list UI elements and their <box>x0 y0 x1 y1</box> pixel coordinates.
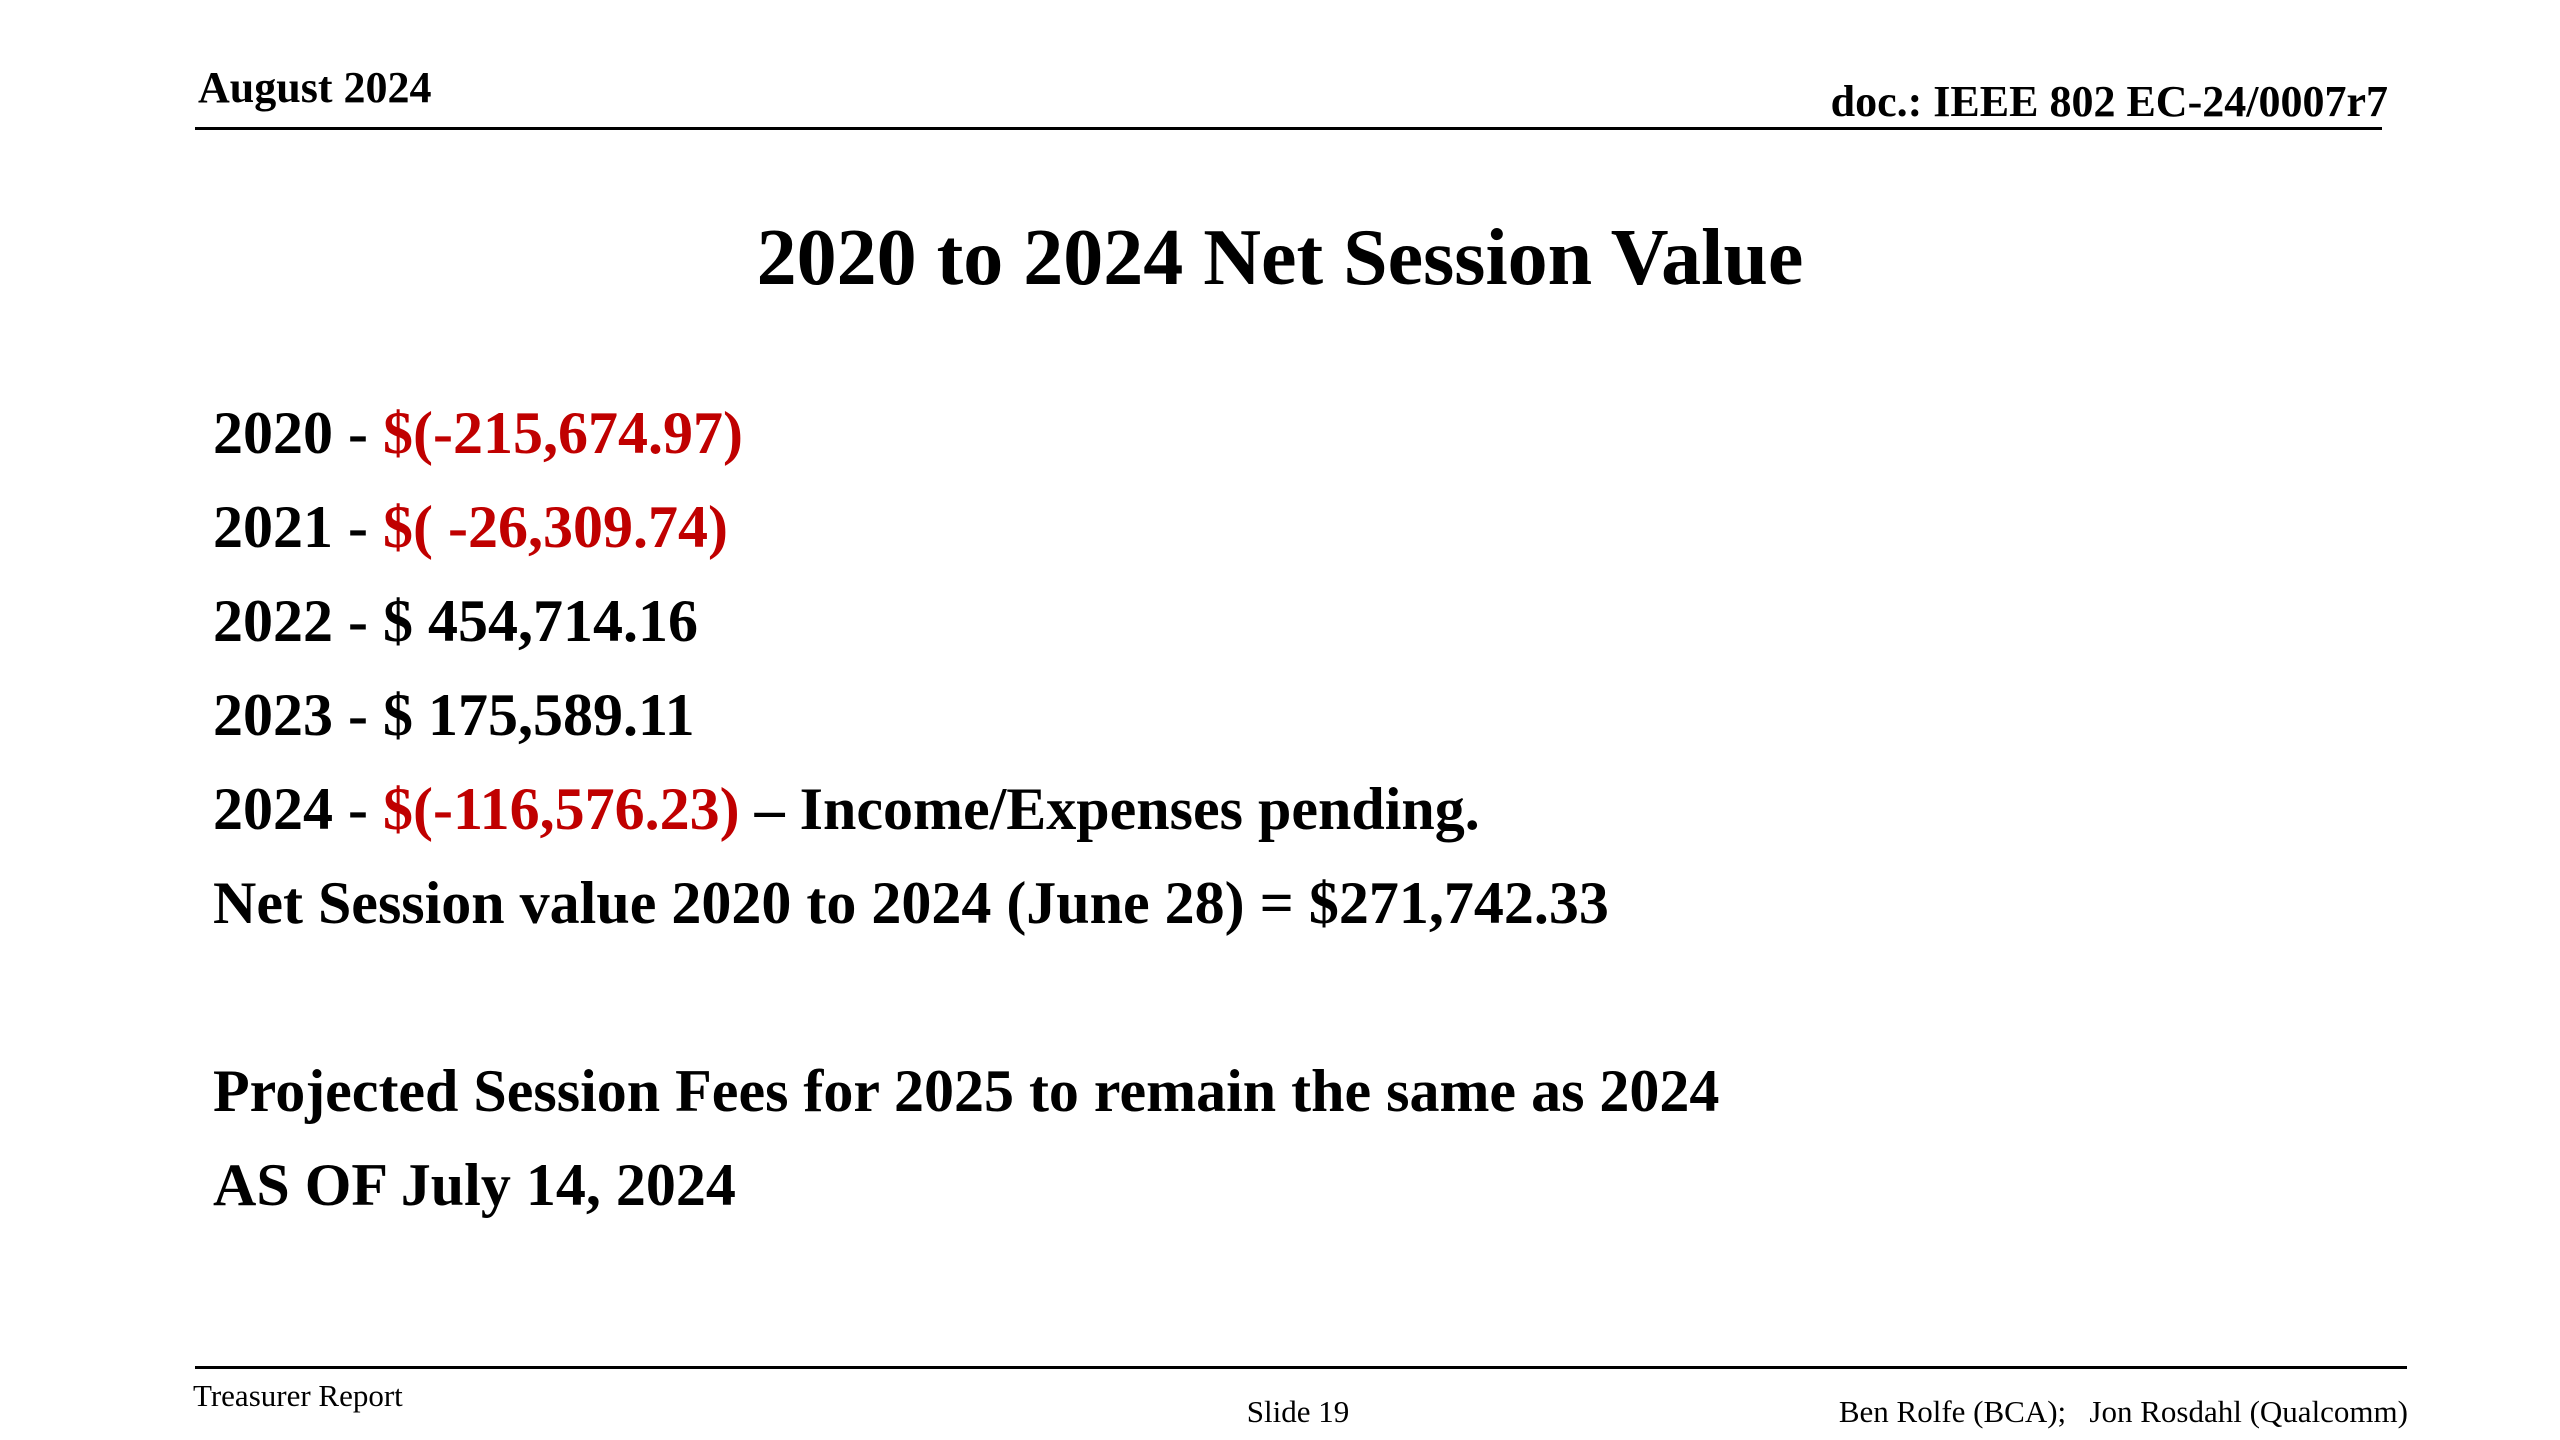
slide-title: 2020 to 2024 Net Session Value <box>756 214 1804 302</box>
entry-year: 2024 - <box>213 776 383 842</box>
footer-authors: Ben Rolfe (BCA); Jon Rosdahl (Qualcomm) <box>1838 1394 2408 1429</box>
entry-year: 2022 - <box>213 588 383 654</box>
entry-year: 2020 - <box>213 400 383 466</box>
footer-slide-number: Slide 19 <box>1246 1394 1350 1429</box>
slide-body <box>213 386 2413 1232</box>
entry-2020 <box>213 386 2413 480</box>
as-of-line: AS OF July 14, 2024 <box>213 1152 736 1218</box>
entry-year: 2021 - <box>213 494 383 560</box>
entry-2021 <box>213 480 2413 574</box>
entry-2024 <box>213 762 2413 856</box>
entry-year: 2023 - <box>213 682 383 748</box>
projection-line: Projected Session Fees for 2025 to remain the same as 2024 <box>213 1058 1720 1124</box>
header-date: August 2024 <box>198 63 432 112</box>
blank-line <box>213 950 2413 1044</box>
footer-report-name: Treasurer Report <box>193 1378 403 1413</box>
entry-amount: $( -26,309.74) <box>382 494 728 560</box>
header-document-id: doc.: IEEE 802 EC-24/0007r7 <box>1830 77 2388 126</box>
net-total-line: Net Session value 2020 to 2024 (June 28) = $271,742.33 <box>213 870 1609 936</box>
footer-divider <box>195 1366 2407 1369</box>
header-divider <box>195 127 2382 130</box>
entry-2022 <box>213 574 2413 668</box>
entry-2023 <box>213 668 2413 762</box>
entry-amount: $(-116,576.23) <box>382 776 740 842</box>
entry-note: – Income/Expenses pending. <box>739 776 1480 842</box>
entry-amount: $(-215,674.97) <box>382 400 743 466</box>
entry-amount: $ 175,589.11 <box>382 682 695 748</box>
entry-amount: $ 454,714.16 <box>382 588 698 654</box>
